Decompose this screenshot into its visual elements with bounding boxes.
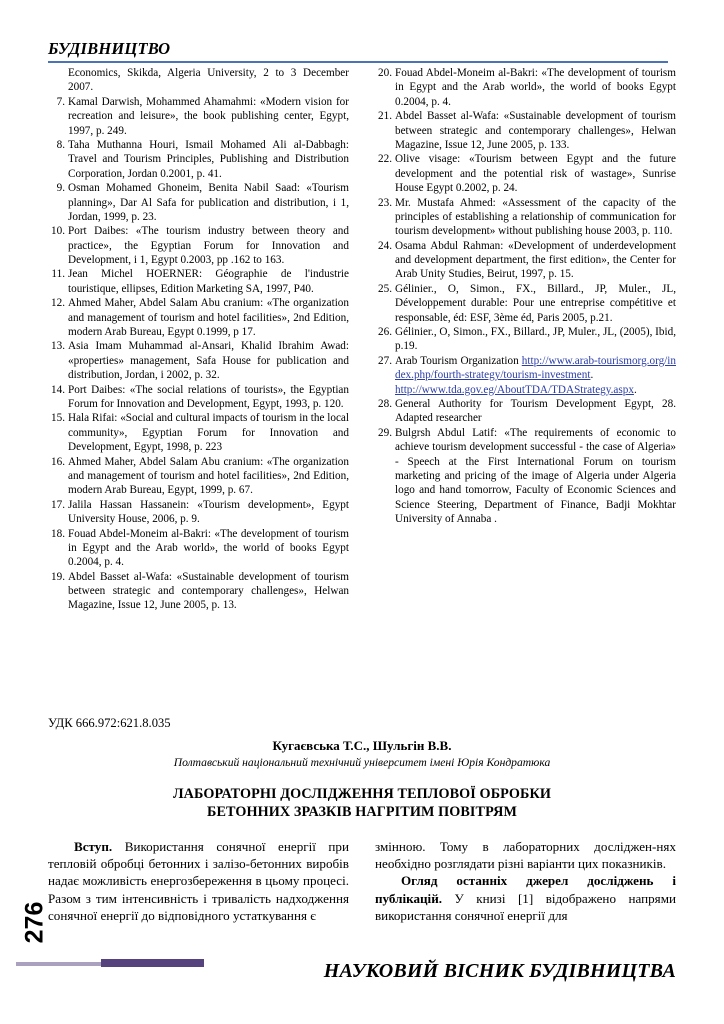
reference-item — [48, 296, 349, 339]
running-head — [48, 40, 668, 63]
reference-item — [375, 354, 676, 397]
article-title — [108, 786, 616, 822]
reference-item — [48, 95, 349, 138]
footer-journal-title: НАУКОВИЙ ВІСНИК БУДІВНИЦТВА — [323, 960, 676, 982]
reference-number: 10. — [51, 225, 65, 238]
reference-text: Jean Michel HOERNER: Géographie de l'industrie touristique, ellipses, Edition Marketing SA, 1997, P40. — [68, 268, 349, 295]
article-body-right-column — [375, 838, 676, 924]
reference-text: Taha Muthanna Houri, Ismail Mohamed Ali al-Dabbagh: Travel and Tourism Principles, Publishing and Distribution Corporation, Jordan 0.2001, p. 41. — [68, 138, 349, 180]
reference-text: Osman Mohamed Ghoneim, Benita Nabil Saad: «Tourism planning», Dar Al Safa for publication and distribution, i 1, Jordan, 1999, p. 23. — [68, 182, 349, 223]
intro-paragraph — [48, 838, 349, 924]
reference-link[interactable]: http://www.arab-tourismorg.org/index.php/fourth-strategy/tourism-investment — [395, 354, 676, 382]
reference-item — [48, 181, 349, 224]
review-paragraph-text: У книзі [1] відображено напрями використання сонячної енергії для — [375, 890, 676, 923]
reference-number: 7. — [56, 95, 65, 108]
reference-text: Abdel Basset al-Wafa: «Sustainable development of tourism between strategic and contemporary challenges», Helwan Magazine, Issue 12, June 2005, p. 133. — [395, 110, 676, 151]
reference-item — [375, 325, 676, 354]
reference-number: 15. — [51, 412, 65, 425]
reference-text: Abdel Basset al-Wafa: «Sustainable development of tourism between strategic and contemporary challenges», Helwan Magazine, Issue 12, June 2005, p. 13. — [68, 570, 349, 612]
reference-link[interactable]: http://www.tda.gov.eg/AboutTDA/TDAStrategy.aspx — [395, 383, 634, 396]
reference-item — [48, 570, 349, 613]
reference-text: Fouad Abdel-Moneim al-Bakri: «The development of tourism in Egypt and the Arab world», the world of books Egypt 0.2004, p. 4. — [68, 527, 349, 569]
reference-link-suffix: . — [590, 369, 594, 382]
reference-number: 12. — [51, 297, 65, 310]
reference-number: 20. — [378, 67, 392, 79]
reference-item — [48, 527, 349, 570]
page-number: 276 — [20, 901, 49, 944]
reference-text: Jalila Hassan Hassanein: «Tourism development», Egypt University House, 2006, p. 9. — [68, 498, 349, 526]
reference-number: 14. — [51, 383, 65, 396]
reference-text: Ahmed Maher, Abdel Salam Abu cranium: «The organization and management of tourism and hotel facilities», 2nd Edition, modern Arab Bureau, Egypt 0.1999, p 17. — [68, 297, 349, 339]
reference-item — [375, 66, 676, 109]
reference-item — [48, 66, 349, 95]
references-right-column — [375, 66, 676, 613]
reference-number: 19. — [51, 570, 65, 583]
reference-text: Bulgrsh Abdul Latif: «The requirements of economic to achieve tourism development successful - the case of Algeria» - Speech at the First International Forum on tourism marketing and pricing of the image of Algeria under Algeria logo and hand tomorrow, Faculty of Economic Sciences and Science Steering, Department of Finance, Badji Mokhtar University of Annaba . — [395, 426, 676, 526]
reference-number: 8. — [56, 138, 65, 151]
reference-text — [395, 354, 676, 397]
reference-number: 9. — [56, 182, 65, 195]
reference-link-suffix: . — [633, 383, 637, 396]
intro-lead-label: Вступ. — [74, 839, 113, 854]
reference-text: Port Daibes: «The tourism industry between theory and practice», the Egyptian Forum for Innovation and Development, i 1, Egypt 0.2003, pp .162 to 163. — [68, 225, 349, 267]
reference-text: Gélinier., O, Simon., FX., Billard., JP, Muler., JL, (2005), Ibid, p.19. — [395, 326, 676, 353]
reference-item — [48, 455, 349, 498]
running-head-title: БУДІВНИЦТВО — [48, 39, 171, 58]
reference-text: Mr. Mustafa Ahmed: «Assessment of the capacity of the principles of establishing a relationship of communication for tourism development» without publishing house 2003, p. 110. — [395, 196, 676, 238]
reference-number: 23. — [378, 196, 392, 209]
references-section — [48, 66, 676, 613]
reference-number: 27. — [378, 354, 392, 367]
reference-item — [375, 152, 676, 195]
reference-item — [375, 282, 676, 325]
article-title-line-1: ЛАБОРАТОРНІ ДОСЛІДЖЕННЯ ТЕПЛОВОЇ ОБРОБКИ — [172, 786, 551, 802]
reference-item — [375, 109, 676, 152]
reference-text: Osama Abdul Rahman: «Development of underdevelopment and development department, the first edition», the Center for Arab Unity Studies, Beirut, 1997, p. 15. — [395, 239, 676, 281]
reference-item — [48, 267, 349, 296]
reference-text: General Authority for Tourism Development Egypt, 28. Adapted researcher — [395, 397, 676, 425]
reference-item — [375, 397, 676, 426]
intro-paragraph-text: Використання сонячної енергії при тепловій обробці бетонних і залізо-бетонних виробів надає можливість енергозбереження в цьому процесі. Разом з тим інтенсивність і тривалість надходження сонячної енергії до відповідного устаткування є — [48, 839, 349, 923]
reference-number: 29. — [378, 426, 392, 439]
article-authors: Кугаєвська Т.С., Шульгін В.В. — [272, 738, 452, 753]
article-body-left-column — [48, 838, 349, 924]
udk-code: УДК 666.972:621.8.035 — [48, 716, 171, 730]
intro-paragraph-continuation: змінною. Тому в лабораторних досліджен-нях необхідно розглядати різні варіанти цих показників. — [375, 839, 676, 872]
reference-text: Port Daibes: «The social relations of tourists», the Egyptian Forum for Innovation and Development, Egypt, 1993, p. 120. — [68, 383, 349, 410]
article-affiliation: Полтавський національний технічний університет імені Юрія Кондратюка — [173, 756, 551, 769]
reference-text: Fouad Abdel-Moneim al-Bakri: «The development of tourism in Egypt and the Arab world», the world of books Egypt 0.2004, p. 4. — [395, 67, 676, 108]
reference-item — [48, 224, 349, 267]
footer-rule-dark — [101, 959, 204, 967]
reference-number: 26. — [378, 326, 392, 339]
review-paragraph — [375, 872, 676, 924]
reference-item — [375, 426, 676, 527]
reference-number: 28. — [378, 397, 392, 410]
reference-item — [48, 138, 349, 181]
article-body — [48, 838, 676, 924]
reference-item — [48, 383, 349, 412]
reference-number: 11. — [51, 268, 65, 281]
reference-number: 16. — [51, 455, 65, 468]
reference-text: Economics, Skikda, Algeria University, 2 to 3 December 2007. — [68, 67, 349, 94]
reference-text: Asia Imam Muhammad al-Ansari, Khalid Ibrahim Awad: «properties» management, Safa House for publication and distribution, Jordan, i 2002, p. 32. — [68, 340, 349, 382]
running-head-rule — [48, 61, 668, 63]
reference-item — [48, 498, 349, 527]
reference-number: 18. — [51, 527, 65, 540]
reference-item — [375, 196, 676, 239]
reference-number: 22. — [378, 153, 392, 166]
reference-text: Gélinier., O, Simon., FX., Billard., JP, Muler., JL, Développement durable: Pour une entreprise compétitive et responsable, éd: ESF, 3ème éd, Paris 2005, p.21. — [395, 282, 676, 324]
reference-number: 25. — [378, 282, 392, 295]
reference-text: Hala Rifai: «Social and cultural impacts of tourism in the local community», Egyptian Forum for Innovation and Development, Egypt, 1998, p. 223 — [68, 412, 349, 454]
references-left-column — [48, 66, 349, 613]
article-title-line-2: БЕТОННИХ ЗРАЗКІВ НАГРІТИМ ПОВІТРЯМ — [206, 803, 518, 820]
reference-text-lead: Arab Tourism Organization — [395, 354, 522, 367]
reference-number: 24. — [378, 239, 392, 252]
reference-item — [375, 239, 676, 282]
reference-item — [48, 411, 349, 454]
reference-number: 17. — [51, 498, 65, 511]
reference-number: 21. — [378, 110, 392, 123]
reference-number: 13. — [51, 340, 65, 353]
reference-text: Ahmed Maher, Abdel Salam Abu cranium: «The organization and management of tourism and hotel facilities», 2nd Edition, modern Arab Bureau, Egypt, 1999, p. 67. — [68, 455, 349, 497]
review-lead-label: Огляд останніх джерел досліджень і публікацій. — [375, 873, 676, 906]
reference-text: Olive visage: «Tourism between Egypt and the future development and the potential risk of wastage», Sunrise House Egypt 0.2002, p. 24. — [395, 153, 676, 195]
reference-text: Kamal Darwish, Mohammed Ahamahmi: «Modern vision for recreation and leisure», the book publishing center, Egypt, 1997, p. 249. — [68, 95, 349, 137]
reference-item — [48, 339, 349, 382]
